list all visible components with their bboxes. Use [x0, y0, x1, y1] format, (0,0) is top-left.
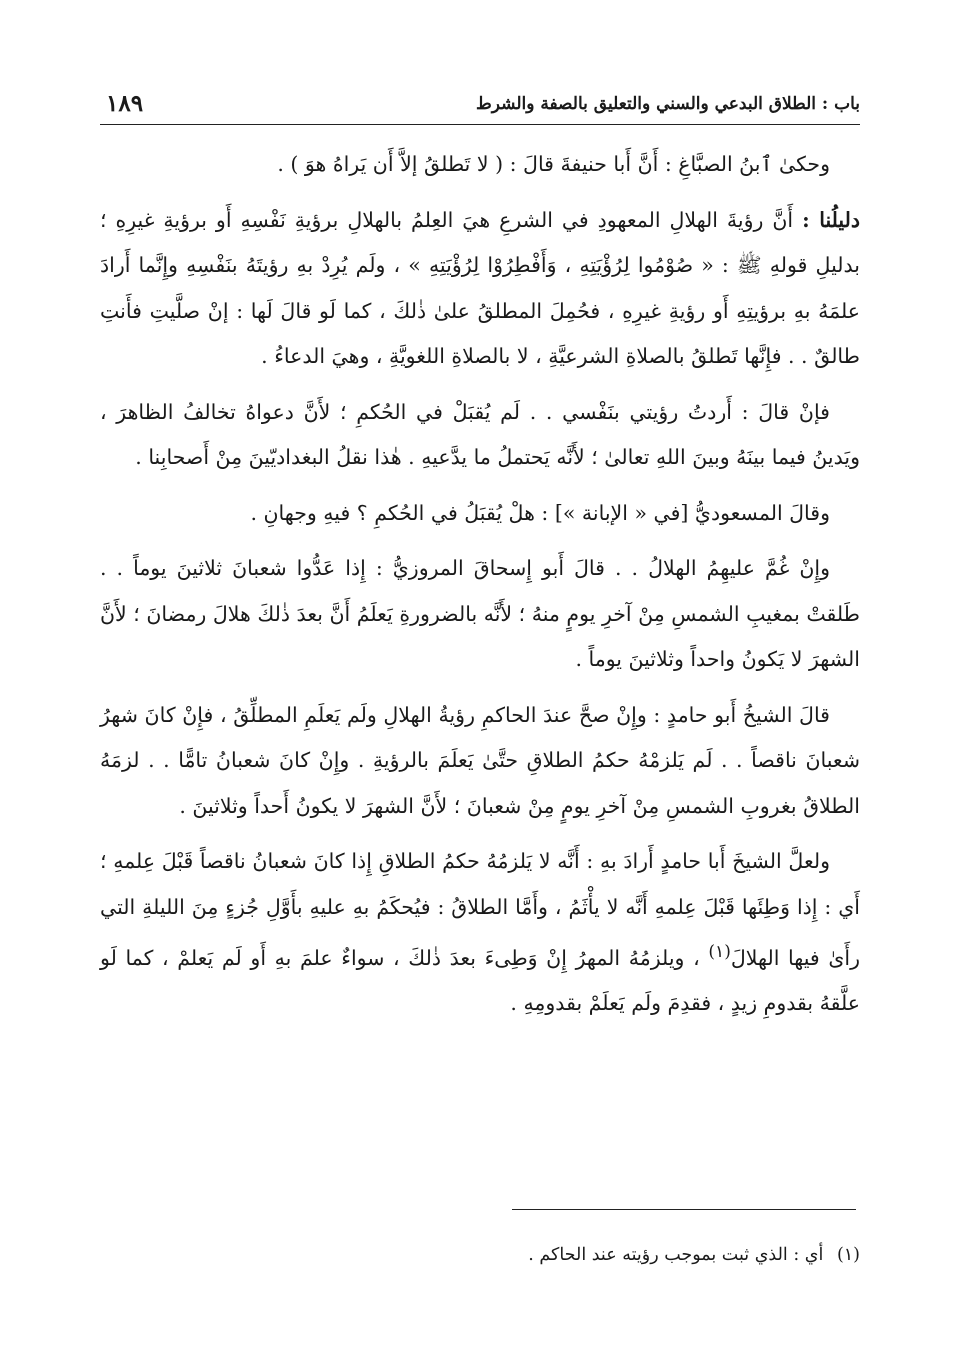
header-divider: [100, 124, 860, 125]
footnote-marker: (١): [836, 1245, 860, 1265]
footnote-reference[interactable]: (١): [708, 942, 731, 962]
paragraph-2: [100, 198, 860, 380]
paragraph-2-text: أَنَّ رؤيةَ الهلالِ المعهودِ في الشرعِ هيَ العِلمُ بالهلالِ برؤيةِ نَفْسِهِ أَو برؤيةِ غيرِهِ ؛ بدليلِ قولهِ ﷺ : « صُوْمُوا لِرُؤْيَتِهِ ، وَأَفْطِرُوْا لِرُؤْيَتِهِ » ، ولَم يُرِدْ بهِ رؤيتَهُ بنَفْسِهِ وإِنَّما أَرادَ علمَهُ بهِ برؤيتِهِ أَو رؤيةِ غيرِهِ ، فحُمِلَ المطلقُ علىٰ ذٰلكَ ، كما لَو قالَ لَها : إنْ صلَّيتِ فأَنتِ طالقٌ . . فإِنَّها تَطلقُ بالصلاةِ الشرعيَّةِ ، لا بالصلاةِ اللغويَّةِ ، وهيَ الدعاءُ .: [100, 207, 860, 368]
paragraph-7-text-b: ، ويلزمُهُ المهرُ إِنْ وَطِىءَ بعدَ ذٰلكَ ، سواءٌ علمَ بهِ أَو لَم يَعلمْ ، كما لَو علَّقهُ بقدومِ زيدٍ ، فقدِمَ ولَم يَعلَمْ بقدومِهِ .: [100, 945, 860, 1016]
running-header: [100, 86, 860, 122]
paragraph-7-text-a: ولعلَّ الشيخَ أَبا حامدٍ أَرادَ بهِ : أَنَّه لا يَلزمُهُ حكمُ الطلاقِ إِذا كانَ شعبانُ ناقصاً قَبْلَ عِلمهِ ؛ أَي : إِذا وَطِئَها قَبْلَ عِلمهِ أَنَّه لا يأْثَمُ ، وأَمَّا الطلاقُ : فيُحكَمُ بهِ عليهِ بأَوَّلِ جُزءٍ مِنَ الليلةِ التي رأَىٰ فيها الهلالَ: [100, 849, 860, 970]
paragraph-1: وحكىٰ ٱبنُ الصبَّاغِ : أَنَّ أَبا حنيفةَ قالَ : ( لا تَطلقُ إلاَّ أَن يَراهُ هوَ ) .: [277, 152, 830, 176]
paragraph-5: وإِنْ غُمَّ عليهِمُ الهلالُ . . قالَ أَبو إِسحاقَ المروزيُّ : إِذا عَدُّوا شعبانَ ثلاثينَ يوماً . . طَلقتْ بمغيبِ الشمسِ مِنْ آخرِ يومٍ منهُ ؛ لأَنَّه بالضرورةِ يَعلَمُ أَنَّ بعدَ ذٰلكَ هلالَ رمضانَ ؛ لأَنَّ الشهرَ لا يَكونُ واحداً وثلاثينَ يوماً .: [100, 556, 860, 671]
main-text: [100, 142, 860, 1037]
paragraph-lead: دليلُنا :: [802, 207, 860, 232]
footnote-text: أي : الذي ثبت بموجب رؤيته عند الحاكم .: [528, 1245, 824, 1265]
page-number: ١٨٩: [106, 90, 144, 117]
paragraph-4: وقالَ المسعوديُّ [في « الإبانة »] : هلْ يُقبَلُ في الحُكمِ ؟ فيهِ وجهانِ .: [250, 500, 830, 525]
paragraph-7: [100, 839, 860, 1027]
footnote: [100, 1240, 860, 1270]
paragraph-6: قالَ الشيخُ أَبو حامدٍ : وإِنْ صحَّ عندَ الحاكمِ رؤيةُ الهلالِ ولَم يَعلَمِ المطلِّقُ ، فإِنْ كانَ شهرُ شعبانَ ناقصاً . . لَم يَلزمْهُ حكمُ الطلاقِ حتَّىٰ يَعلَمَ بالرؤيةِ . وإِنْ كانَ شعبانُ تامًّا . . لزمَهُ الطلاقُ بغروبِ الشمسِ مِنْ آخرِ يومٍ مِنْ شعبانَ ؛ لأَنَّ الشهرَ لا يكونُ أَحداً وثلاثينَ .: [100, 702, 860, 818]
chapter-title: باب : الطلاق البدعي والسني والتعليق بالصفة والشرط: [476, 94, 860, 114]
footnote-divider: [512, 1209, 856, 1210]
paragraph-3: فإنْ قالَ : أَردتُ رؤيتي بنَفْسي . . لَم يُقبَلْ في الحُكمِ ؛ لأَنَّ دعواهُ تخالفُ الظاهرَ ، ويَدينُ فيما بينَهُ وبينَ اللهِ تعالىٰ ؛ لأَنَّه يَحتملُ ما يدَّعيهِ . هٰذا نقلُ البغداديّينَ مِنْ أَصحابِنا .: [100, 399, 860, 469]
